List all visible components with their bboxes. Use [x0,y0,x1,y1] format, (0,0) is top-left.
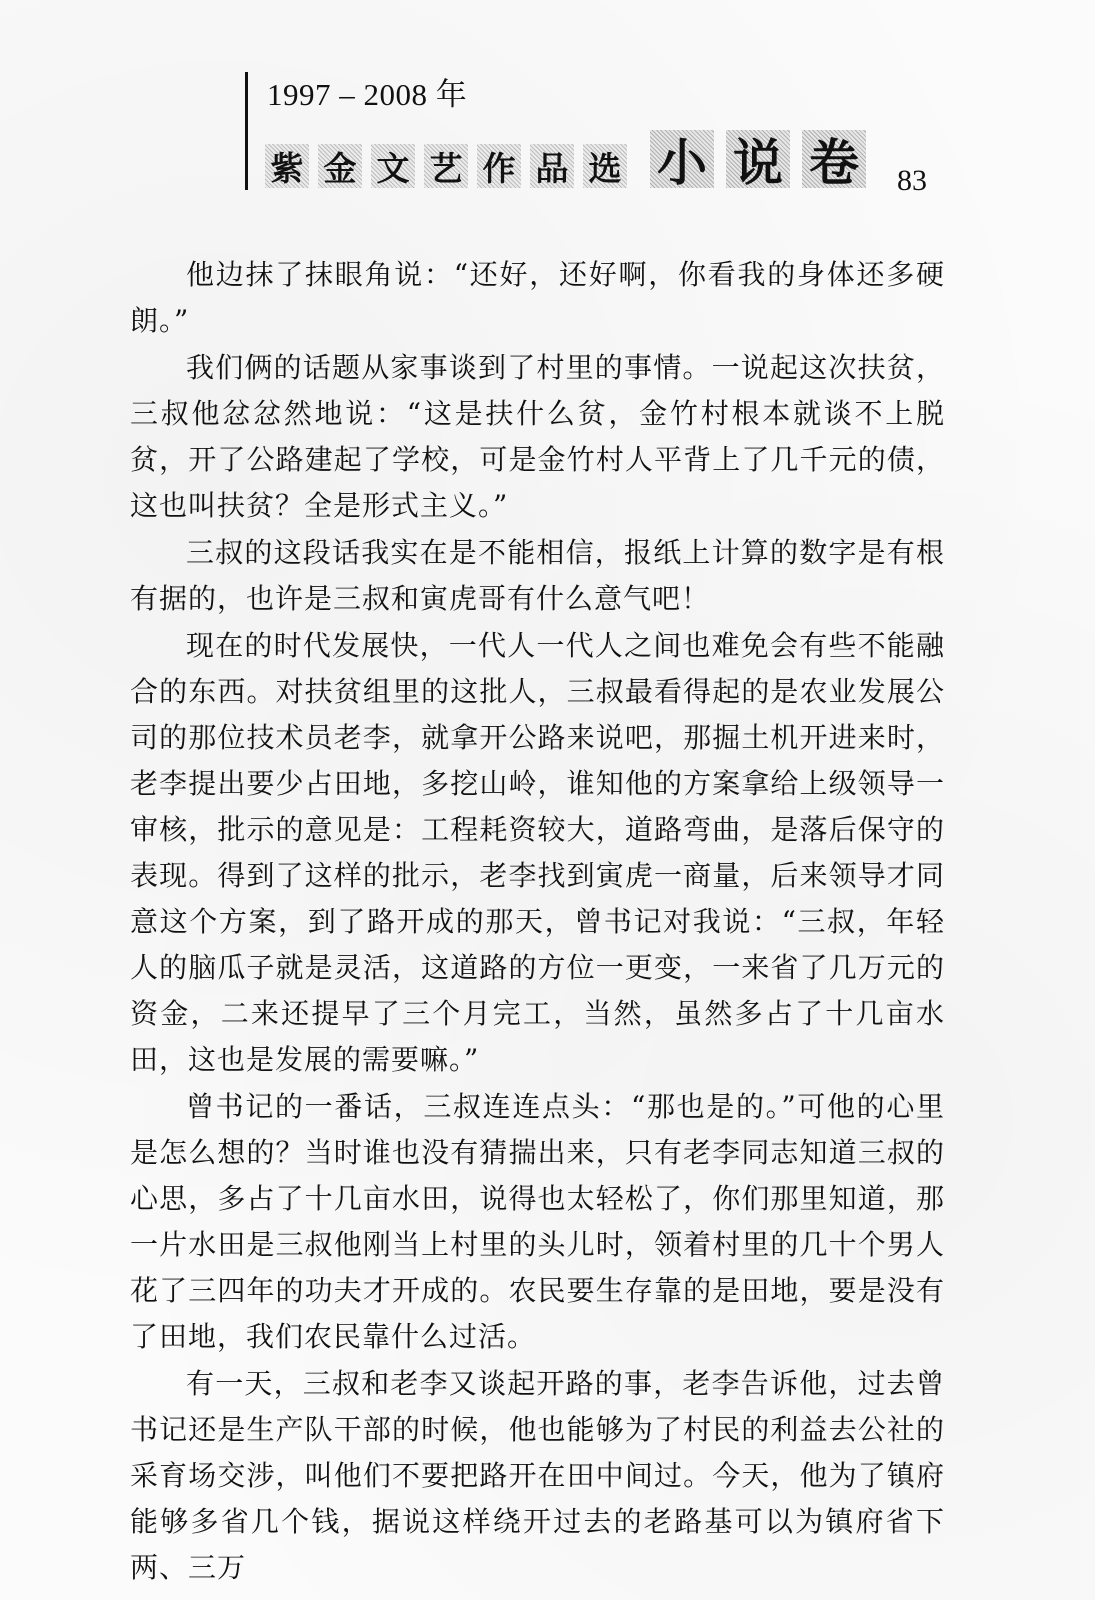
volume-char: 小 [650,130,714,188]
paragraph: 他边抹了抹眼角说：“还好，还好啊，你看我的身体还多硬朗。” [130,258,945,337]
series-char: 文 [371,144,415,188]
series-char: 品 [530,144,574,188]
volume-title [650,130,878,192]
header-years: 1997 – 2008 年 [267,77,468,112]
volume-char: 说 [726,130,790,188]
series-char: 选 [583,144,627,188]
series-title [265,144,636,188]
header-title [265,130,878,192]
series-char: 紫 [265,144,309,188]
page-number: 83 [897,164,927,197]
paragraph: 有一天，三叔和老李又谈起开路的事，老李告诉他，过去曾书记还是生产队干部的时候，他也能够为了村民的利益去公社的采育场交涉，叫他们不要把路开在田中间过。今天，他为了镇府能够多省几个钱，据说这样绕开过去的老路基可以为镇府省下两、三万 [130,1367,945,1584]
volume-char: 卷 [802,130,866,188]
paragraph: 我们俩的话题从家事谈到了村里的事情。一说起这次扶贫，三叔他忿忿然地说：“这是扶什么贫，金竹村根本就谈不上脱贫，开了公路建起了学校，可是金竹村人平背上了几千元的债，这也叫扶贫？全是形式主义。” [130,351,945,522]
header-vertical-rule [245,72,248,190]
paragraph: 曾书记的一番话，三叔连连点头：“那也是的。”可他的心里是怎么想的？当时谁也没有猜揣出来，只有老李同志知道三叔的心思，多占了十几亩水田，说得也太轻松了，你们那里知道，那一片水田是三叔他刚当上村里的头儿时，领着村里的几十个男人花了三四年的功夫才开成的。农民要生存靠的是田地，要是没有了田地，我们农民靠什么过活。 [130,1090,945,1353]
body-text [130,252,945,1592]
series-char: 金 [318,144,362,188]
running-header [245,72,1005,197]
paragraph: 现在的时代发展快，一代人一代人之间也难免会有些不能融合的东西。对扶贫组里的这批人，三叔最看得起的是农业发展公司的那位技术员老李，就拿开公路来说吧，那掘土机开进来时，老李提出要少占田地，多挖山岭，谁知他的方案拿给上级领导一审核，批示的意见是：工程耗资较大，道路弯曲，是落后保守的表现。得到了这样的批示，老李找到寅虎一商量，后来领导才同意这个方案，到了路开成的那天，曾书记对我说：“三叔，年轻人的脑瓜子就是灵活，这道路的方位一更变，一来省了几万元的资金，二来还提早了三个月完工，当然，虽然多占了十几亩水田，这也是发展的需要嘛。” [130,629,945,1076]
series-char: 作 [477,144,521,188]
paragraph: 三叔的这段话我实在是不能相信，报纸上计算的数字是有根有据的，也许是三叔和寅虎哥有什么意气吧！ [130,536,945,615]
series-char: 艺 [424,144,468,188]
